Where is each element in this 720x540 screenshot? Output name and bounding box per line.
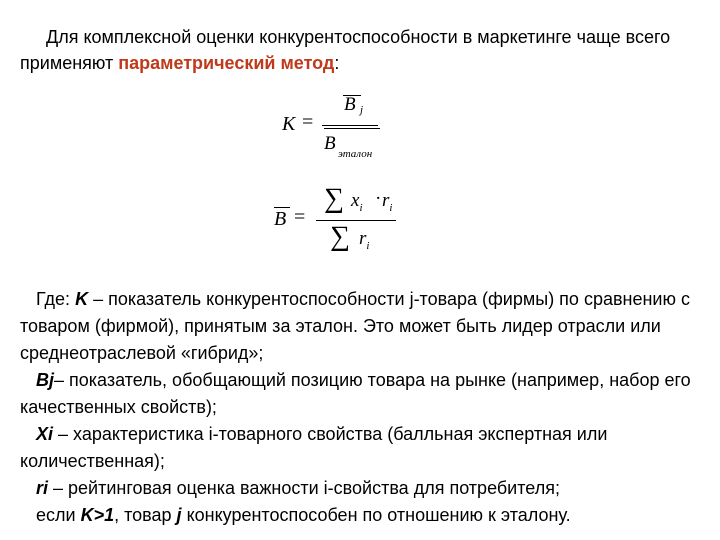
intro-text: Для комплексной оценки конкурентоспособности в маркетинге чаще всего применяют <box>20 27 671 73</box>
formula-k-lhs: K <box>282 113 296 135</box>
formula-k-denominator-sub: эталон <box>338 148 373 160</box>
definition-bj: Bj– показатель, обобщающий позицию товара на рынке (например, набор его качественных свойств); <box>20 370 691 417</box>
definition-k: Где: K – показатель конкурентоспособности j-товара (фирмы) по сравнению с товаром (фирмой), принятым за эталон. Это может быть лидер отрасли или среднеотраслевой «гибрид»; <box>20 289 690 363</box>
formula-k-fraction-line-2 <box>324 128 380 129</box>
formula-k-numerator-sub: j <box>360 104 364 116</box>
formula-k-denominator: B <box>324 133 336 154</box>
formula-k-fraction-line <box>322 125 378 126</box>
definitions <box>20 286 710 529</box>
formula-b-x: $x_i$ <box>351 190 363 214</box>
formula-b-dot: · <box>375 188 382 209</box>
intro-paragraph <box>20 24 700 76</box>
intro-highlight: параметрический метод <box>118 53 335 73</box>
formula-b-r-bottom: $r_i$ <box>359 228 370 252</box>
definition-xi: Xi – характеристика i-товарного свойства (балльная экспертная или количественная); <box>20 424 608 471</box>
formula-b <box>272 184 402 264</box>
formula-k <box>282 92 422 162</box>
formula-b-fraction-line <box>316 220 396 221</box>
formula-b-sum-bottom: ∑ <box>330 221 350 252</box>
formula-b-lhs: B <box>274 208 287 230</box>
intro-colon: : <box>334 53 340 73</box>
definition-ri: ri – рейтинговая оценка важности i-свойства для потребителя; <box>36 478 560 498</box>
formula-b-sum-top: ∑ <box>324 183 344 214</box>
definition-condition: если K>1, товар j конкурентоспособен по отношению к эталону. <box>36 505 571 525</box>
formula-b-r: $r_i$ <box>382 190 393 214</box>
formula-k-equals: = <box>302 111 314 133</box>
formula-k-numerator: B <box>344 94 356 115</box>
formula-b-equals: = <box>294 206 306 228</box>
